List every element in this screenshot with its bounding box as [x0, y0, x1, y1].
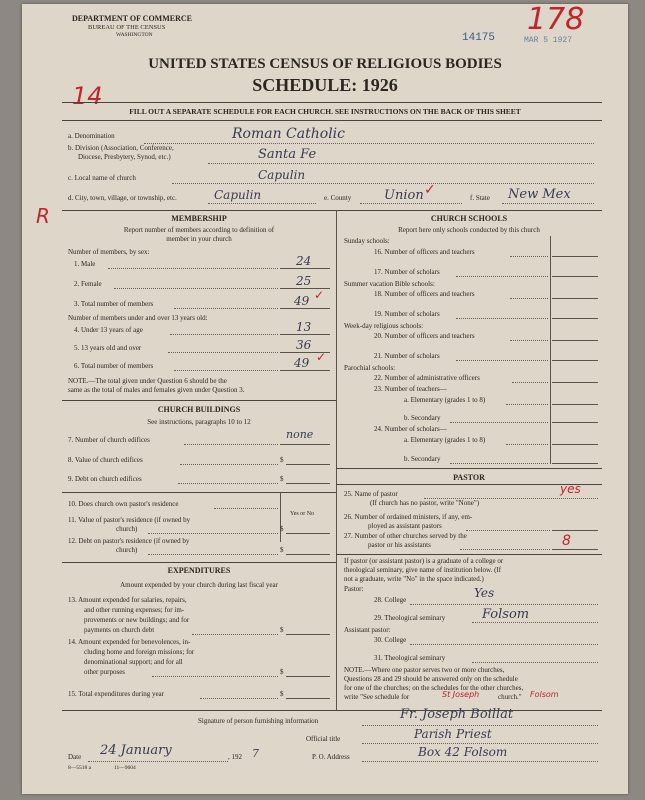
q27-value: 8: [562, 533, 571, 549]
title-value: Parish Priest: [414, 727, 492, 741]
red-check-q3: ✓: [314, 288, 325, 302]
city-label: WASHINGTON: [116, 32, 153, 38]
q11-label2: church): [116, 525, 138, 533]
q26-label2: ployed as assistant pastors: [368, 522, 442, 530]
q5-label: 5. 13 years old and over: [74, 344, 142, 352]
q25-sub: (If church has no pastor, write "None"): [370, 499, 480, 507]
pastor-heading: PASTOR: [453, 473, 485, 482]
year-prefix: , 192: [228, 753, 242, 761]
pastor-info1: If pastor (or assistant pastor) is a graduate of a college or: [344, 557, 504, 565]
q7-label: 7. Number of church edifices: [68, 436, 150, 444]
q5-value: 36: [296, 338, 312, 352]
department-label: DEPARTMENT OF COMMERCE: [72, 14, 193, 23]
q14-line3: denominational support; and for all: [84, 658, 183, 666]
red-check-q6: ✓: [316, 350, 327, 364]
q14-line4: other purposes: [84, 668, 126, 676]
title-label: Official title: [306, 735, 341, 743]
q1-value: 24: [296, 254, 312, 268]
form-code: 8—5518 a: [68, 765, 92, 771]
age-label: Number of members under and over 13 years old:: [68, 314, 208, 322]
q8-dollar: $: [280, 456, 284, 464]
year-value: 7: [252, 747, 259, 760]
pastor-note4: write "See schedule for: [344, 693, 410, 701]
pastor-label: Pastor:: [344, 585, 364, 593]
q12-label: 12. Debt on pastor's residence (if owned by: [68, 537, 190, 545]
membership-note2: same as the total of males and females given under Question 3.: [68, 386, 245, 394]
q29-label: 29. Theological seminary: [374, 614, 446, 622]
expenditures-heading: EXPENDITURES: [167, 566, 231, 575]
signature-label: Signature of person furnishing information: [198, 717, 319, 725]
division-value: Santa Fe: [258, 147, 317, 162]
census-form-page: [22, 4, 628, 794]
membership-heading: MEMBERSHIP: [171, 214, 227, 223]
label-c: c. Local name of church: [68, 174, 136, 182]
buildings-sub: See instructions, paragraphs 10 to 12: [147, 418, 251, 426]
pastor-note2: Questions 28 and 29 should be answered only on the schedule: [344, 675, 518, 683]
q14-line1: 14. Amount expended for benevolences, in-: [68, 638, 191, 646]
q26-label: 26. Number of ordained ministers, if any, em-: [344, 513, 473, 521]
q9-dollar: $: [280, 475, 284, 483]
q3-label: 3. Total number of members: [74, 300, 154, 308]
q4-label: 4. Under 13 years of age: [74, 326, 143, 334]
q7-value: none: [286, 428, 314, 441]
q28-label: 28. College: [374, 596, 407, 604]
yes-no-label: Yes or No: [290, 511, 315, 517]
red-check-county: ✓: [424, 182, 436, 198]
q14-line2: cluding home and foreign missions; for: [84, 648, 195, 656]
q25-label: 25. Name of pastor: [344, 490, 398, 498]
q2-label: 2. Female: [74, 280, 102, 288]
q13-line1: 13. Amount expended for salaries, repairs,: [68, 596, 187, 604]
q12-label2: church): [116, 546, 138, 554]
q22-label: 22. Number of administrative officers: [374, 374, 480, 382]
by-sex-label: Number of members, by sex:: [68, 248, 150, 256]
buildings-heading: CHURCH BUILDINGS: [157, 405, 241, 414]
stamp-number: 14175: [462, 32, 496, 44]
schools-sub: Report here only schools conducted by this church: [398, 226, 540, 234]
bureau-label: BUREAU OF THE CENSUS: [88, 24, 166, 31]
q23-label: 23. Number of teachers—: [374, 385, 447, 393]
q30-label: 30. College: [374, 636, 407, 644]
q17-label: 17. Number of scholars: [374, 268, 440, 276]
expenditures-sub: Amount expended by your church during last fiscal year: [120, 581, 278, 589]
q24a-label: a. Elementary (grades 1 to 8): [404, 436, 486, 444]
denomination-value: Roman Catholic: [232, 126, 345, 142]
q23b-label: b. Secondary: [404, 414, 441, 422]
label-b2: Diocese, Presbytery, Synod, etc.): [78, 153, 171, 161]
q16-label: 16. Number of officers and teachers: [374, 248, 475, 256]
label-b: b. Division (Association, Conference,: [68, 144, 174, 152]
schedule-title: SCHEDULE: 1926: [252, 75, 398, 95]
q11-dollar: $: [280, 525, 284, 533]
q19-label: 19. Number of scholars: [374, 310, 440, 318]
summer-label: Summer vacation Bible schools:: [344, 280, 435, 288]
pastor-note3: for one of the churches; on the schedules for the other churches,: [344, 684, 524, 692]
pastor-info2: theological seminary, give name of institution below. (If: [344, 566, 502, 574]
red-14: 14: [72, 82, 103, 110]
form-code-2: 11—9604: [114, 765, 136, 771]
q10-label: 10. Does church own pastor's residence: [68, 500, 179, 508]
instruction-line: FILL OUT A SEPARATE SCHEDULE FOR EACH CHURCH. SEE INSTRUCTIONS ON THE BACK OF THIS SHEET: [129, 107, 521, 116]
sunday-label: Sunday schools:: [344, 237, 390, 245]
q6-label: 6. Total number of members: [74, 362, 154, 370]
pastor-note4-value: St Joseph: [442, 690, 480, 699]
q31-label: 31. Theological seminary: [374, 654, 446, 662]
q15-dollar: $: [280, 690, 284, 698]
parochial-label: Parochial schools:: [344, 364, 396, 372]
q13-dollar: $: [280, 626, 284, 634]
q12-dollar: $: [280, 546, 284, 554]
red-number: 178: [527, 2, 585, 37]
q25-value: yes: [560, 482, 581, 496]
address-value: Box 42 Folsom: [418, 745, 508, 759]
form-title: UNITED STATES CENSUS OF RELIGIOUS BODIES: [148, 56, 502, 72]
q27-label: 27. Number of other churches served by the: [344, 532, 467, 540]
q27-label2: pastor or his assistants: [368, 541, 431, 549]
date-label: Date: [68, 753, 82, 761]
q24-label: 24. Number of scholars—: [374, 425, 447, 433]
state-value: New Mex: [508, 187, 571, 202]
q18-label: 18. Number of officers and teachers: [374, 290, 475, 298]
q1-label: 1. Male: [74, 260, 96, 268]
q4-value: 13: [296, 320, 312, 334]
schools-heading: CHURCH SCHOOLS: [430, 214, 508, 223]
q14-dollar: $: [280, 668, 284, 676]
q3-value: 49: [294, 294, 310, 308]
q21-label: 21. Number of scholars: [374, 352, 440, 360]
q24b-label: b. Secondary: [404, 455, 441, 463]
q13-line4: payments on church debt: [84, 626, 155, 634]
label-e: e. County: [324, 194, 352, 202]
q28-value: Yes: [474, 586, 495, 600]
label-f: f. State: [470, 194, 490, 202]
q13-line3: provements or new buildings; and for: [84, 616, 190, 624]
city-value: Capulin: [214, 188, 262, 202]
q6-value: 49: [294, 356, 310, 370]
pastor-info3: not a graduate, write "No" in the space indicated.): [344, 575, 484, 583]
weekday-label: Week-day religious schools:: [344, 322, 424, 330]
q15-label: 15. Total expenditures during year: [68, 690, 164, 698]
pastor-note1: NOTE.—Where one pastor serves two or more churches,: [344, 666, 505, 674]
q23a-label: a. Elementary (grades 1 to 8): [404, 396, 486, 404]
pastor-note4-extra: Folsom: [530, 690, 559, 699]
q8-label: 8. Value of church edifices: [68, 456, 143, 464]
assistant-label: Assistant pastor:: [344, 626, 391, 634]
q9-label: 9. Debt on church edifices: [68, 475, 142, 483]
date-value: 24 January: [100, 743, 172, 758]
pastor-note4-end: church.": [498, 693, 522, 701]
label-d: d. City, town, village, or township, etc.: [68, 194, 177, 202]
q20-label: 20. Number of officers and teachers: [374, 332, 475, 340]
q2-value: 25: [296, 274, 312, 288]
membership-sub2: member in your church: [166, 235, 232, 243]
q11-label: 11. Value of pastor's residence (if owned by: [68, 516, 191, 524]
county-value: Union: [384, 188, 424, 203]
margin-mark: R: [36, 204, 50, 228]
stamp-date: MAR 5 1927: [524, 36, 573, 45]
signature-value: Fr. Joseph Boillat: [400, 707, 514, 722]
local-name-value: Capulin: [258, 168, 306, 182]
q13-line2: and other running expenses; for im-: [84, 606, 185, 614]
q29-value: Folsom: [482, 607, 530, 622]
label-a: a. Denomination: [68, 132, 115, 140]
membership-sub1: Report number of members according to definition of: [123, 226, 275, 234]
address-label: P. O. Address: [312, 753, 350, 761]
membership-note1: NOTE.—The total given under Question 6 should be the: [68, 377, 227, 385]
